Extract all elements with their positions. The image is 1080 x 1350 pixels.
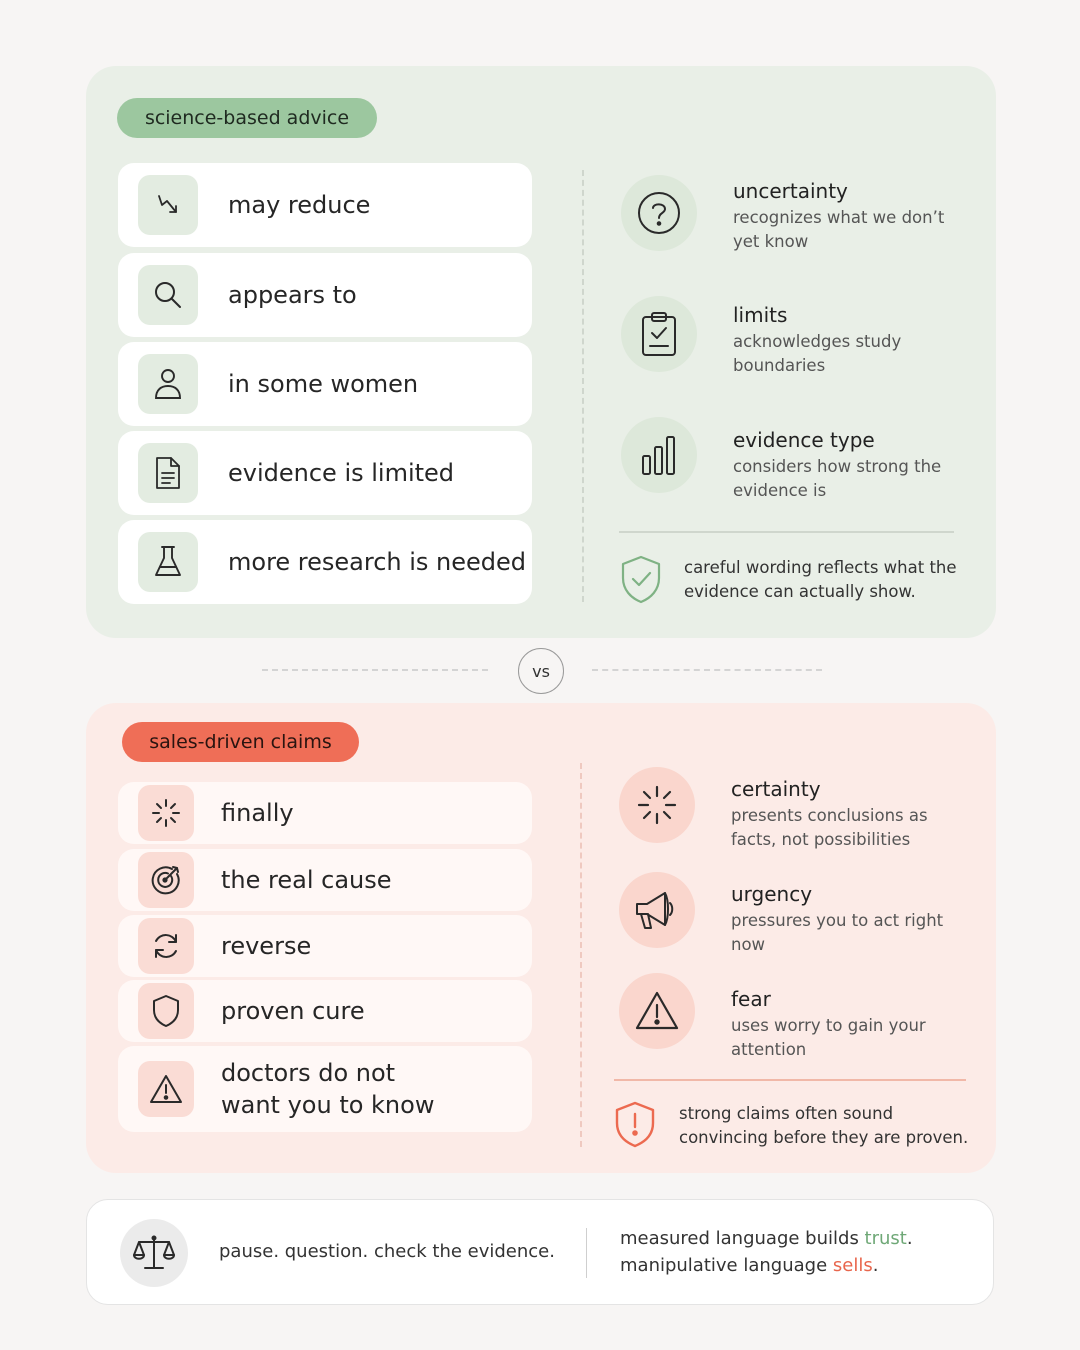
feature-title-evidence-type: evidence type [733,428,875,452]
phrase-label: evidence is limited [228,458,455,487]
feature-desc-evidence-type: considers how strong the evidence is [733,457,942,500]
person-icon [138,354,198,414]
trust-word: trust [864,1228,907,1249]
trend-down-icon [138,175,198,235]
phrase-label: more research is needed [228,547,527,576]
phrase-card-doctors [118,1046,532,1132]
phrase-card-real-cause [118,849,532,911]
question-icon [621,175,697,251]
sales-note: strong claims often sound convincing before they are proven. [679,1104,969,1147]
footer-tagline: pause. question. check the evidence. [219,1241,555,1262]
note-divider [614,1079,966,1081]
science-panel [86,66,996,638]
flask-icon [138,532,198,592]
vs-dash-left [262,669,488,671]
phrase-card-more-research [118,520,532,604]
feature-desc-urgency: pressures you to act right now [731,911,944,954]
shield-icon [138,983,194,1039]
sells-line-suffix: . [872,1255,879,1276]
feature-desc-certainty: presents conclusions as facts, not possibilities [731,806,928,849]
footer-divider [586,1228,587,1278]
vs-badge: vs [518,648,564,694]
feature-desc-limits: acknowledges study boundaries [733,332,902,375]
feature-title-uncertainty: uncertainty [733,179,848,203]
trust-line-suffix: . [906,1228,913,1249]
footer-line-sells [620,1255,878,1276]
document-icon [138,443,198,503]
warning-icon [619,973,695,1049]
phrase-card-in-some-women [118,342,532,426]
clipboard-check-icon [621,296,697,372]
shield-check-icon [619,554,663,604]
feature-title-limits: limits [733,303,788,327]
phrase-card-evidence-limited [118,431,532,515]
bar-chart-icon [621,417,697,493]
phrase-label: proven cure [221,996,365,1025]
phrase-label: in some women [228,369,419,398]
shield-alert-icon [613,1100,657,1148]
feature-desc-fear: uses worry to gain your attention [731,1016,926,1059]
phrase-label: reverse [221,931,312,960]
phrase-card-proven-cure [118,980,532,1042]
target-icon [138,852,194,908]
footer-line-trust [620,1228,913,1249]
phrase-label: doctors do not want you to know [221,1058,435,1119]
sales-panel [86,703,996,1173]
warning-icon [138,1061,194,1117]
phrase-card-may-reduce [118,163,532,247]
feature-title-fear: fear [731,987,771,1011]
column-divider [582,170,584,602]
feature-desc-uncertainty: recognizes what we don’t yet know [733,208,945,251]
phrase-card-finally [118,782,532,844]
burst-icon [619,767,695,843]
trust-line-prefix: measured language builds [620,1228,865,1249]
phrase-label: finally [221,798,294,827]
burst-icon [138,785,194,841]
note-divider [619,531,954,533]
feature-title-urgency: urgency [731,882,813,906]
science-note: careful wording reflects what the evidence can actually show. [684,558,957,601]
column-divider [580,763,582,1147]
feature-title-certainty: certainty [731,777,821,801]
phrase-card-reverse [118,915,532,977]
sells-word: sells [832,1255,873,1276]
vs-dash-right [592,669,822,671]
phrase-label: may reduce [228,190,371,219]
sales-tag: sales-driven claims [122,722,359,762]
scale-icon [120,1219,188,1287]
megaphone-icon [619,872,695,948]
phrase-label: appears to [228,280,357,309]
sells-line-prefix: manipulative language [620,1255,833,1276]
phrase-label: the real cause [221,865,392,894]
phrase-card-appears-to [118,253,532,337]
science-tag: science-based advice [117,98,377,138]
refresh-icon [138,918,194,974]
search-icon [138,265,198,325]
footer-banner [86,1199,994,1305]
